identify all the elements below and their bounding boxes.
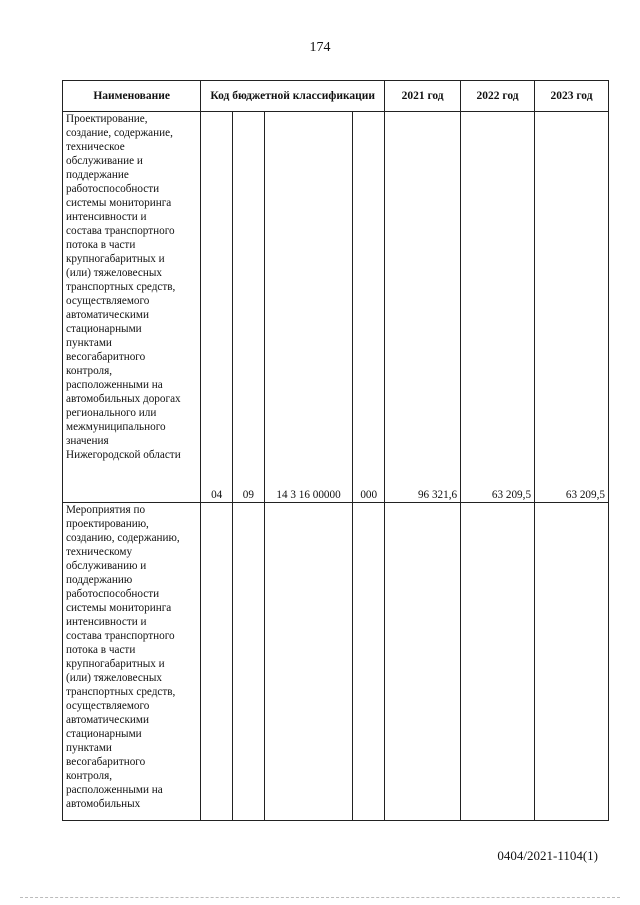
amount-2021: 96 321,6	[385, 112, 461, 503]
row-name: Проектирование, создание, содержание, техническое обслуживание и поддержание работоспособности системы мониторинга интенсивности и состава транспортного потока в части крупногабаритных и (или) тяжеловесных транспортных средств, осуществляемого автоматическими стационарными пунктами весогабаритного контроля, расположенными на автомобильных дорогах регионального или межмуниципального значения Нижегородской области	[66, 113, 181, 461]
row-name: Мероприятия по проектированию, созданию, содержанию, техническому обслуживанию и поддержанию работоспособности системы мониторинга интенсивности и состава транспортного потока в части крупногабаритных и (или) тяжеловесных транспортных средств, осуществляемого автоматическими стационарными пунктами весогабаритного контроля, расположенными на автомобильных	[66, 504, 180, 810]
header-year-2021: 2021 год	[385, 81, 461, 112]
header-budget-code: Код бюджетной классификации	[201, 81, 385, 112]
amount-2022	[461, 503, 535, 821]
amount-2023: 63 209,5	[535, 112, 609, 503]
code-subsection: 09	[233, 112, 265, 503]
code-target-article: 14 3 16 00000	[264, 112, 353, 503]
document-reference-code: 0404/2021-1104(1)	[497, 848, 598, 863]
header-year-2023: 2023 год	[535, 81, 609, 112]
amount-2022: 63 209,5	[461, 112, 535, 503]
code-expense-type	[353, 503, 385, 821]
header-year-2022: 2022 год	[461, 81, 535, 112]
amount-2023	[535, 503, 609, 821]
table-header-row	[63, 81, 609, 112]
table-row	[63, 503, 609, 821]
budget-table	[62, 80, 609, 821]
code-target-article	[264, 503, 353, 821]
header-name: Наименование	[63, 81, 201, 112]
code-expense-type: 000	[353, 112, 385, 503]
code-section: 04	[201, 112, 233, 503]
page-number: 174	[309, 40, 331, 55]
code-subsection	[233, 503, 265, 821]
row-name-cell	[63, 112, 201, 503]
row-name-cell	[63, 503, 201, 821]
code-section	[201, 503, 233, 821]
table-row	[63, 112, 609, 503]
amount-2021	[385, 503, 461, 821]
page-bottom-rule	[20, 897, 620, 898]
